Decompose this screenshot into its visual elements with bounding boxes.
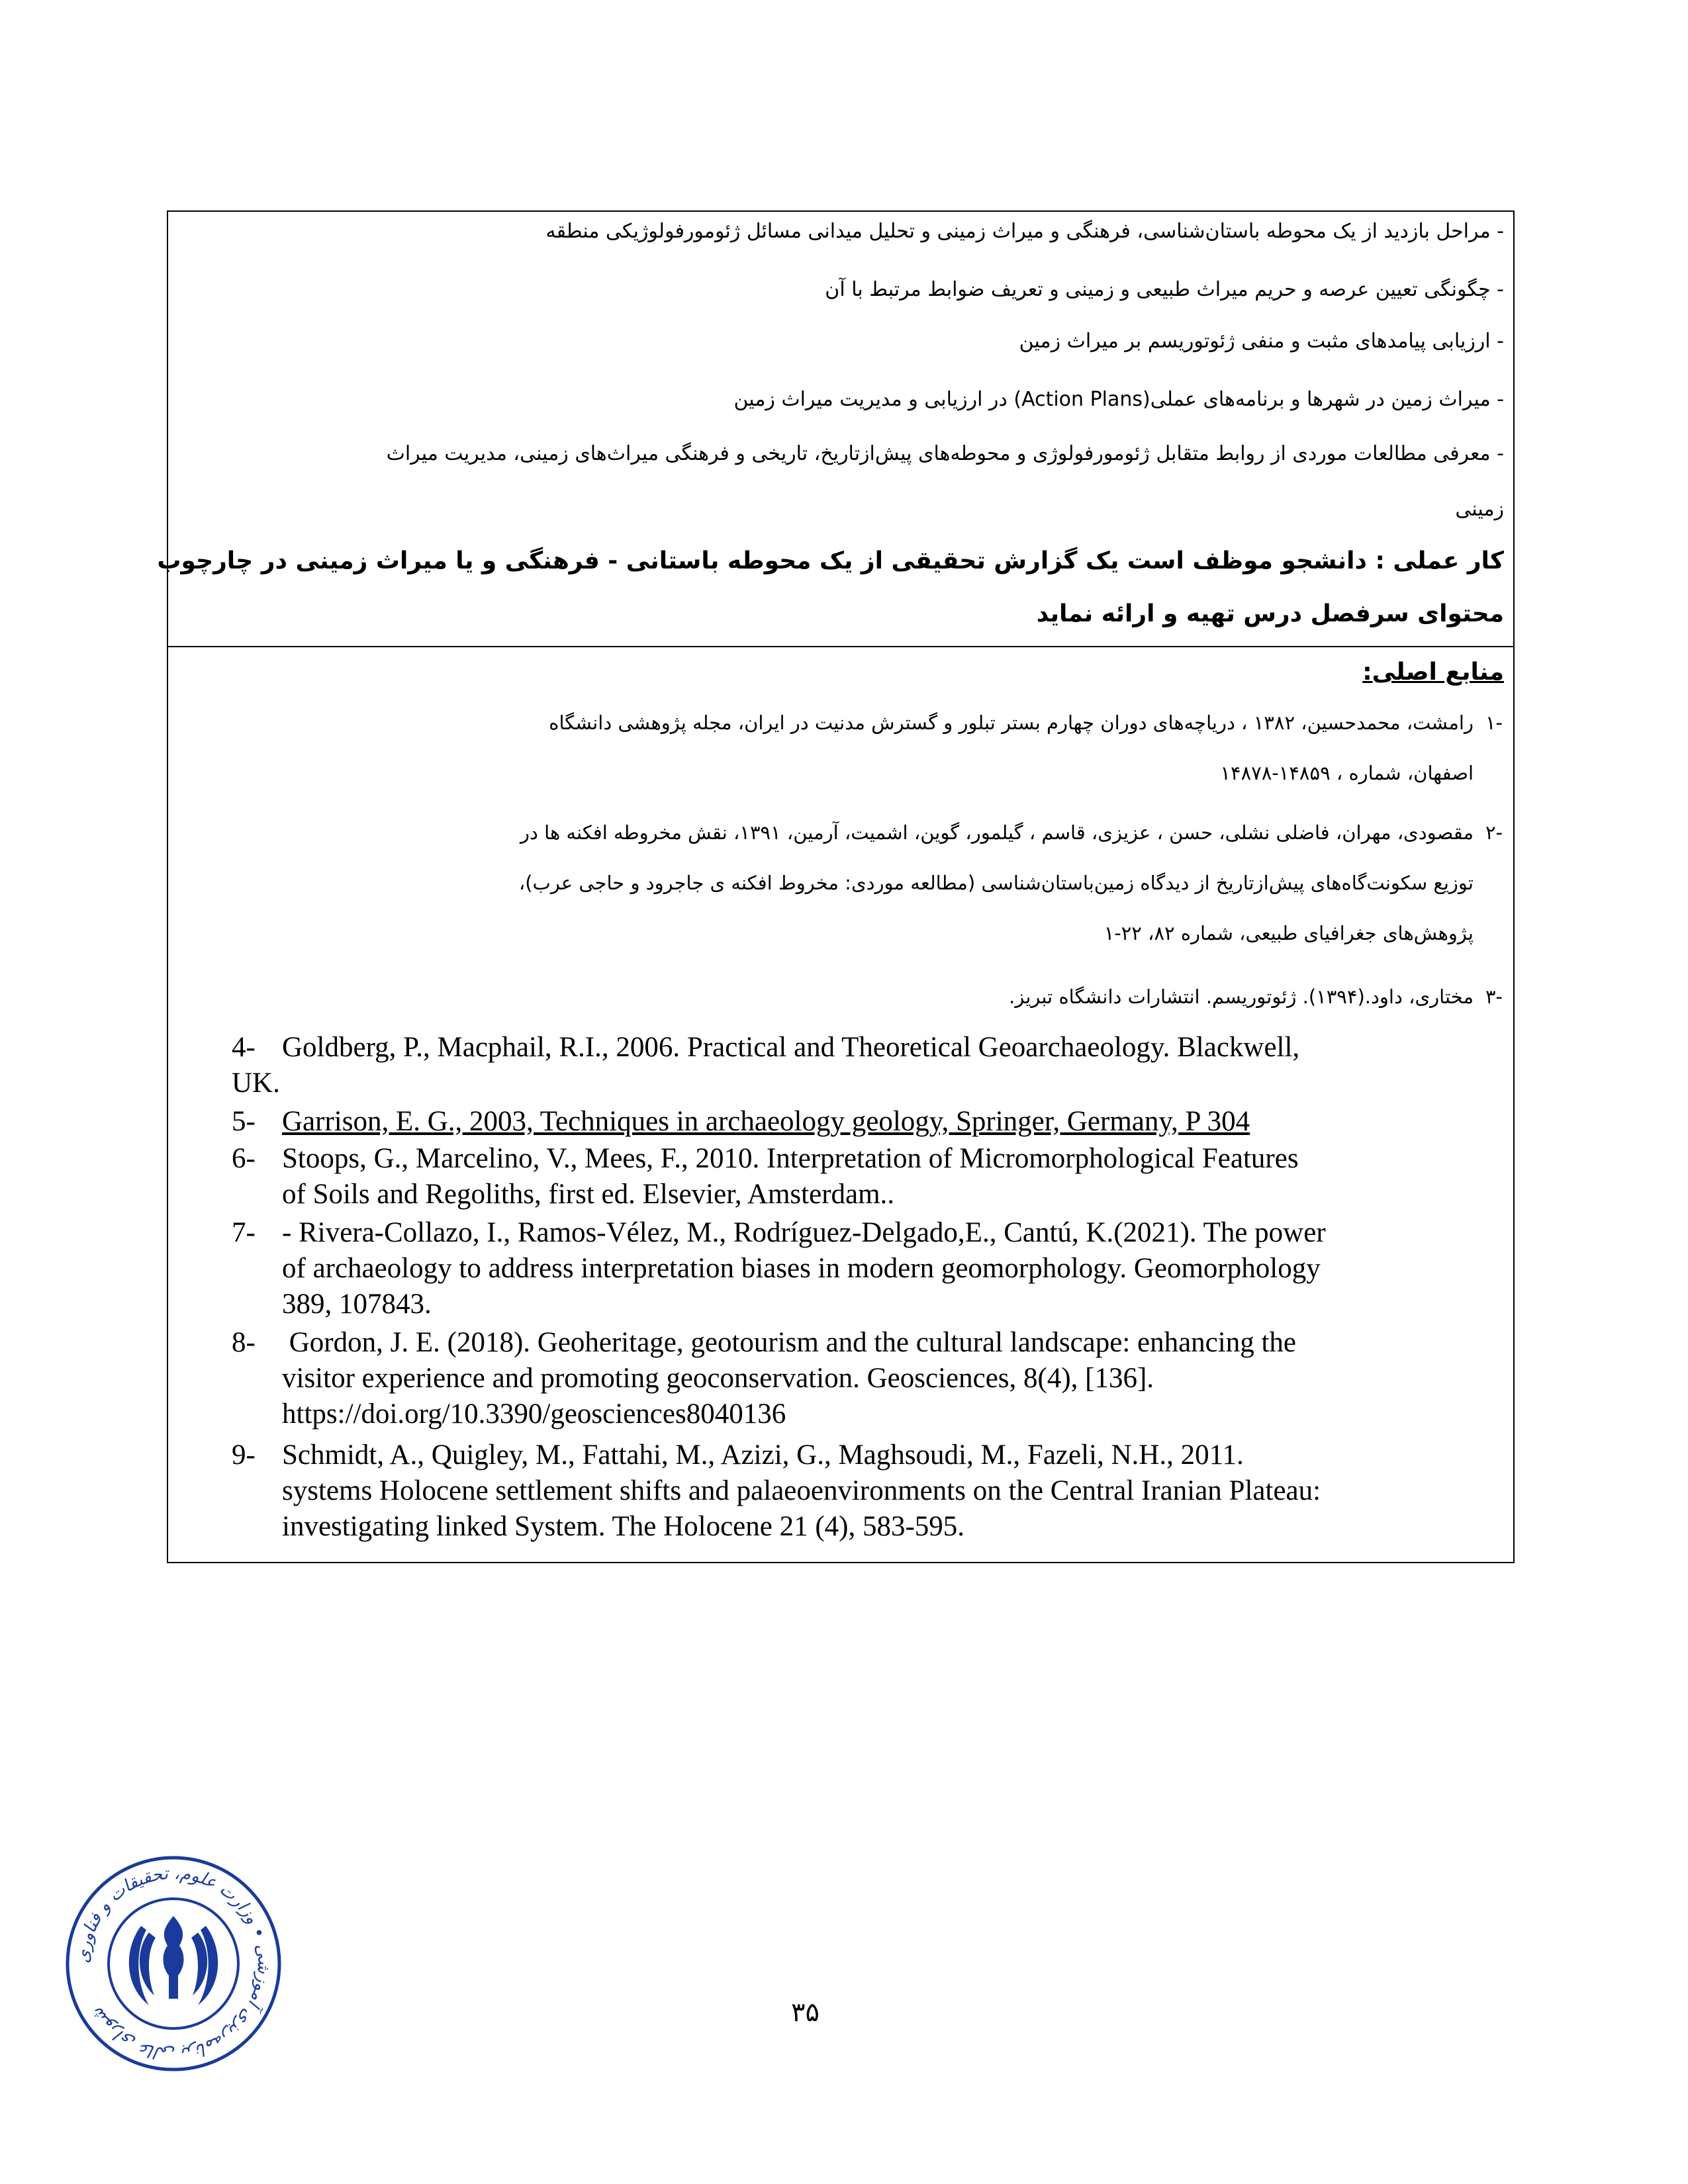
reference-line: 389, 107843. [282, 1289, 432, 1320]
reference-line: - Rivera-Collazo, I., Ramos-Vélez, M., Rodríguez-Delgado,E., Cantú, K.(2021). The power [282, 1217, 1326, 1248]
reference-line: investigating linked System. The Holocene 21 (4), 583-595. [282, 1511, 965, 1542]
reference-en-5 [232, 1104, 1500, 1140]
reference-fa-3 [208, 983, 1503, 1010]
reference-line: رامشت، محمدحسین، ۱۳۸۲ ، دریاچه‌های دوران چهارم بستر تبلور و گسترش مدنیت در ایران، مجله پژوهشی دانشگاه [549, 711, 1474, 734]
reference-en-9 [232, 1437, 1500, 1545]
reference-line: Stoops, G., Marcelino, V., Mees, F., 2010. Interpretation of Micromorphological Features [282, 1143, 1299, 1174]
reference-line: Schmidt, A., Quigley, M., Fattahi, M., Azizi, G., Maghsoudi, M., Fazeli, N.H., 2011. [282, 1439, 1244, 1471]
seal-text: شورای عالی برنامه‌ریزی آموزشی • وزارت علوم، تحقیقات و فناوری [73, 1863, 274, 2064]
content-frame [157, 210, 1515, 1563]
reference-number: -۱ [1485, 711, 1503, 734]
reference-en-6 [232, 1141, 1500, 1212]
reference-line: Goldberg, P., Macphail, R.I., 2006. Practical and Theoretical Geoarchaeology. Blackwell, [282, 1032, 1300, 1063]
reference-line: توزیع سکونت‌گاه‌های پیش‌ازتاریخ از دیدگاه زمین‌باستان‌شناسی (مطالعه موردی: مخروط افکنه ی جاجرود و حاجی عرب)، [518, 872, 1474, 894]
reference-number: 5- [232, 1106, 256, 1137]
bullet-5: - معرفی مطالعات موردی از روابط متقابل ژئومورفولوژی و محوطه‌های پیش‌ازتاریخ، تاریخی و فرهنگی میراث‌های زمینی، مدیریت میراث [386, 442, 1504, 465]
bullet-4: - میراث زمین در شهرها و برنامه‌های عملی(Action Plans) در ارزیابی و مدیریت میراث زمین [733, 388, 1504, 411]
practical-work-line-2: محتوای سرفصل درس تهیه و ارائه نماید [1036, 600, 1504, 627]
reference-en-8 [232, 1325, 1500, 1432]
reference-number: 9- [232, 1439, 256, 1471]
section-divider [168, 646, 1513, 647]
bullet-1: - مراحل بازدید از یک محوطه باستان‌شناسی، فرهنگی و میراث زمینی و تحلیل میدانی مسائل ژئومورفولوژیکی منطقه [545, 220, 1504, 243]
reference-line: systems Holocene settlement shifts and palaeoenvironments on the Central Iranian Plateau: [282, 1475, 1321, 1506]
reference-number: 6- [232, 1143, 256, 1174]
bullet-2: - چگونگی تعیین عرصه و حریم میراث طبیعی و زمینی و تعریف ضوابط مرتبط با آن [825, 278, 1504, 301]
reference-number: 8- [232, 1327, 256, 1358]
official-seal-icon [63, 1853, 284, 2074]
reference-line: مختاری، داود.(۱۳۹۴). ژئوتوریسم. انتشارات دانشگاه تبریز. [1009, 985, 1474, 1008]
reference-line: of Soils and Regoliths, first ed. Elsevier, Amsterdam.. [282, 1179, 895, 1210]
bullet-3: - ارزیابی پیامدهای مثبت و منفی ژئوتوریسم بر میراث زمین [1019, 330, 1504, 353]
reference-number: 7- [232, 1217, 256, 1248]
practical-work-line-1: کار عملی : دانشجو موظف است یک گزارش تحقیقی از یک محوطه باستانی - فرهنگی و یا میراث زمینی در چارچوب [157, 547, 1504, 574]
reference-en-4 [232, 1030, 1500, 1101]
reference-fa-1 [208, 709, 1503, 786]
reference-fa-2 [208, 819, 1503, 946]
references-heading: منابع اصلی: [1362, 659, 1504, 686]
reference-line: پژوهش‌های جغرافیای طبیعی، شماره ۸۲، ۲۲-۱ [1103, 922, 1474, 944]
emblem-icon [129, 1916, 218, 2005]
page-number: ۳۵ [791, 1997, 820, 2028]
reference-line: https://doi.org/10.3390/geosciences8040136 [282, 1398, 786, 1430]
reference-en-7 [232, 1215, 1500, 1322]
reference-line: اصفهان، شماره ، ۱۴۸۵۹-۱۴۸۷۸ [1220, 762, 1474, 784]
reference-line: Garrison, E. G., 2003, Techniques in archaeology geology, Springer, Germany, P 304 [282, 1106, 1250, 1137]
reference-line: مقصودی، مهران، فاضلی نشلی، حسن ، عزیزی، قاسم ، گیلمور، گوین، اشمیت، آرمین، ۱۳۹۱، نقش مخروطه افکنه ها در [520, 821, 1474, 844]
reference-line: Gordon, J. E. (2018). Geoheritage, geotourism and the cultural landscape: enhancing the [282, 1327, 1297, 1358]
reference-number: 4- [232, 1032, 256, 1063]
reference-number: -۳ [1485, 985, 1503, 1008]
reference-line: visitor experience and promoting geoconservation. Geosciences, 8(4), [136]. [282, 1363, 1154, 1394]
bullet-5-continued: زمینی [1455, 498, 1504, 521]
reference-line: UK. [232, 1068, 280, 1099]
reference-line: of archaeology to address interpretation biases in modern geomorphology. Geomorphology [282, 1253, 1321, 1284]
reference-number: -۲ [1485, 821, 1503, 844]
